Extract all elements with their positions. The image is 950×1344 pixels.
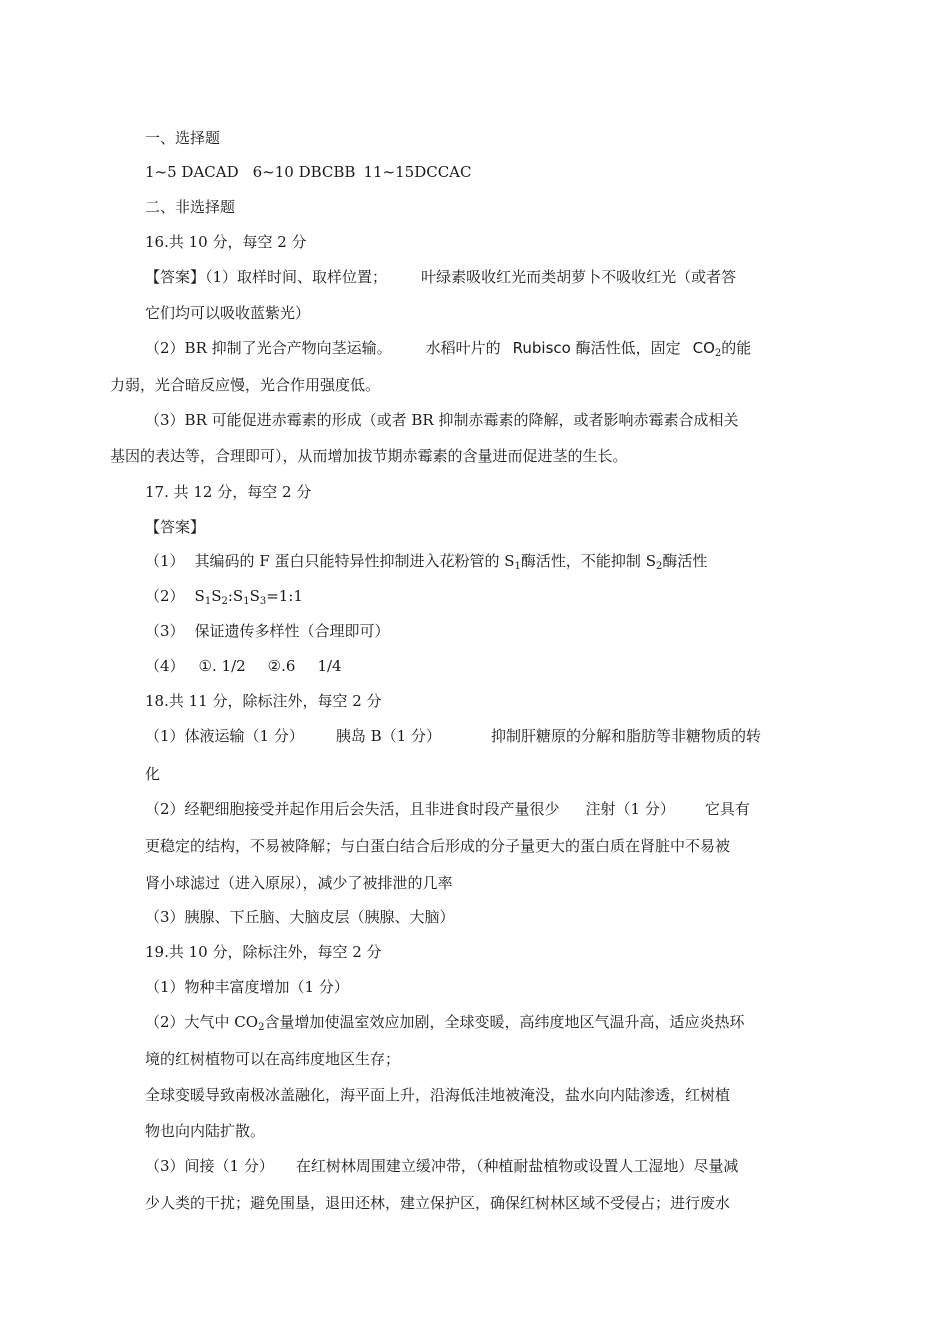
q18-p2a: （2）经靶细胞接受并起作用后会失活，且非进食时段产量很少 xyxy=(145,800,560,818)
choice-answers-1-5: 1~5 DACAD xyxy=(145,163,239,181)
q16-p2b: 水稻叶片的 xyxy=(425,339,501,357)
q17-p1-sub2: 2 xyxy=(655,561,663,572)
q17-p3-num: （3） xyxy=(145,622,185,640)
q19-p3 xyxy=(145,1156,738,1176)
q18-p1c: 抑制肝糖原的分解和脂肪等非糖物质的转 xyxy=(490,727,761,745)
q19-p2c: 全球变暖导致南极冰盖融化，海平面上升，沿海低洼地被淹没，盐水向内陆渗透，红树植 xyxy=(145,1086,731,1104)
q18-p2d: 更稳定的结构，不易被降解；与白蛋白结合后形成的分子量更大的蛋白质在肾脏中不易被 xyxy=(145,837,731,855)
q16-p2d-post: 的能 xyxy=(721,339,752,357)
q17-p2-s1: S xyxy=(194,587,205,605)
q17-p1-pre: 其编码的 F 蛋白只能特异性抑制进入花粉管的 S xyxy=(194,552,515,570)
q18-p2b: 注射（1 分） xyxy=(585,800,675,818)
q17-p1 xyxy=(145,551,707,577)
q17-p1-num: （1） xyxy=(145,552,185,570)
q18-p1a: （1）体液运输（1 分） xyxy=(145,727,304,745)
q19-p2b: 境的红树植物可以在高纬度地区生存； xyxy=(145,1050,401,1068)
q18-p3: （3）胰腺、下丘脑、大脑皮层（胰腺、大脑） xyxy=(145,908,455,926)
q19-p1: （1）物种丰富度增加（1 分） xyxy=(145,978,349,996)
choice-answers-11-15: 11~15DCCAC xyxy=(363,163,472,181)
q16-p1b: 叶绿素吸收红光而类胡萝卜不吸收红光（或者答 xyxy=(421,268,737,286)
q17-p2-sub4: 3 xyxy=(259,596,267,607)
q19-p3c: 少人类的干扰；避免围垦，退田还林，建立保护区，确保红树林区域不受侵占；进行废水 xyxy=(145,1194,731,1212)
q17-p4 xyxy=(145,656,342,676)
q19-p2a-sub: 2 xyxy=(258,1022,265,1033)
choice-answers-6-10: 6~10 DBCBB xyxy=(252,163,356,181)
q16-answer-line2 xyxy=(145,338,751,364)
q16-p3a: （3）BR 可能促进赤霉素的形成（或者 BR 抑制赤霉素的降解，或者影响赤霉素合成相关 xyxy=(145,411,739,429)
q17-header: 17. 共 12 分，每空 2 分 xyxy=(145,483,312,501)
q17-p4-num: （4） xyxy=(145,657,185,675)
q16-p1c: 它们均可以吸收蓝紫光） xyxy=(145,304,311,322)
q17-p2-s2: S xyxy=(211,587,222,605)
q17-p3-text: 保证遗传多样性（合理即可） xyxy=(194,622,390,640)
q18-header: 18.共 11 分，除标注外，每空 2 分 xyxy=(145,692,382,710)
q16-p2c: Rubisco 酶活性低，固定 xyxy=(512,339,681,357)
q16-p1a: （1）取样时间、取样位置； xyxy=(205,268,388,286)
q17-p2-sub2: 2 xyxy=(221,596,228,607)
q17-p2-sub1: 1 xyxy=(204,596,212,607)
q17-p4-a: ①. 1/2 xyxy=(198,657,246,675)
q16-answer-tag: 【答案】 xyxy=(145,268,206,286)
q16-co2: CO xyxy=(692,339,715,357)
section1-title: 一、选择题 xyxy=(145,129,221,147)
q19-p2a-pre: （2）大气中 CO xyxy=(145,1013,259,1031)
q19-p2d: 物也向内陆扩散。 xyxy=(145,1122,266,1140)
q17-p1-post: 酶活性 xyxy=(662,552,708,570)
q19-p3b: 在红树林周围建立缓冲带，（种植耐盐植物或设置人工湿地）尽量减 xyxy=(295,1157,739,1175)
section2-title: 二、非选择题 xyxy=(145,198,236,216)
q19-p2a-post: 含量增加使温室效应加剧，全球变暖，高纬度地区气温升高，适应炎热环 xyxy=(264,1013,745,1031)
q17-p4-b: ②.6 xyxy=(267,657,296,675)
q18-p1 xyxy=(145,726,761,746)
q19-p3a: （3）间接（1 分） xyxy=(145,1157,274,1175)
q17-p2-s5: =1:1 xyxy=(266,587,303,605)
q16-p2a: （2）BR 抑制了光合产物向茎运输。 xyxy=(145,339,392,357)
q18-p2e: 肾小球滤过（进入原尿），减少了被排泄的几率 xyxy=(145,874,453,892)
q17-p2-sub3: 1 xyxy=(243,596,250,607)
q17-p1-mid: 酶活性，不能抑制 S xyxy=(520,552,656,570)
q19-header: 19.共 10 分，除标注外，每空 2 分 xyxy=(145,943,382,961)
q18-p2c: 它具有 xyxy=(704,800,750,818)
q16-p2e: 力弱，光合暗反应慢，光合作用强度低。 xyxy=(110,376,381,394)
q17-p4-c: 1/4 xyxy=(317,657,342,675)
q17-answer-tag: 【答案】 xyxy=(145,518,206,536)
q16-co2-sub: 2 xyxy=(714,348,722,359)
q17-p3 xyxy=(145,621,390,641)
choice-answers xyxy=(145,162,472,182)
q17-p1-sub1: 1 xyxy=(514,561,521,572)
q19-p2a xyxy=(145,1012,744,1038)
q16-header: 16.共 10 分，每空 2 分 xyxy=(145,233,307,251)
q16-answer-line1 xyxy=(145,267,736,287)
q17-p2 xyxy=(145,586,303,612)
q18-p1d: 化 xyxy=(145,765,161,783)
q17-p2-s3: :S xyxy=(227,587,244,605)
q16-p3b: 基因的表达等，合理即可），从而增加拔节期赤霉素的含量进而促进茎的生长。 xyxy=(110,447,628,465)
q17-p2-s4: S xyxy=(249,587,260,605)
q18-p1b: 胰岛 B（1 分） xyxy=(335,727,441,745)
q17-p2-num: （2） xyxy=(145,587,185,605)
q18-p2 xyxy=(145,799,750,819)
